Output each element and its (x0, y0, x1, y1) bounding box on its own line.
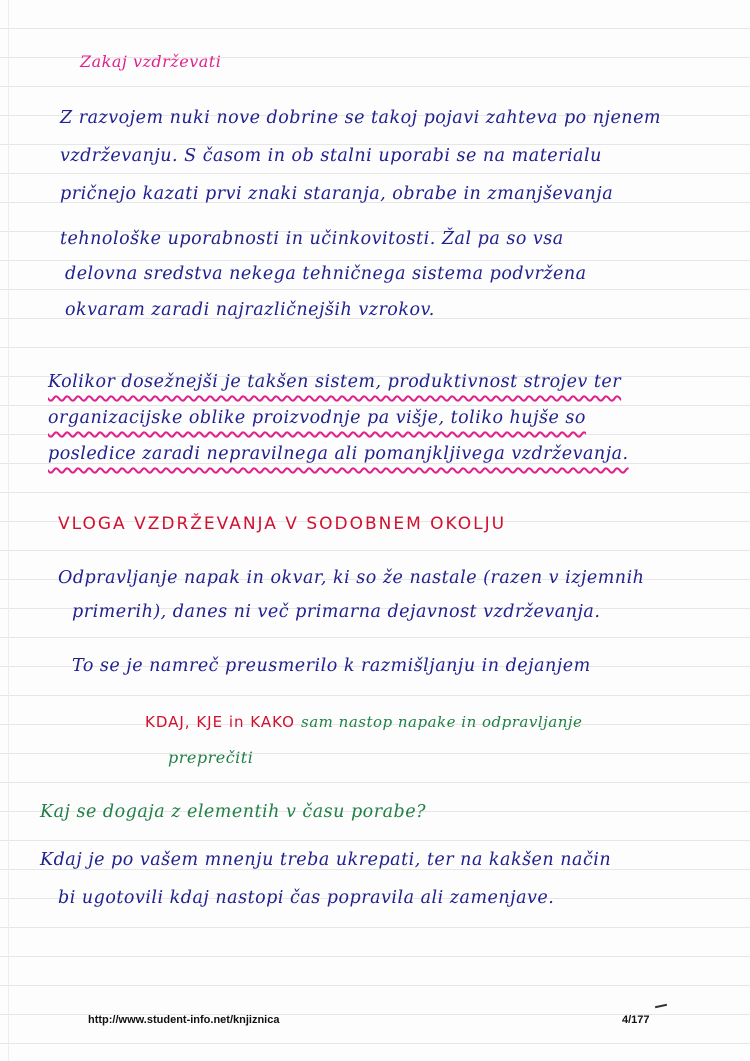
page-number: 4/177 (622, 1014, 650, 1026)
p2-line-1: Kolikor dosežnejši je takšen sistem, produktivnost strojev ter (48, 372, 622, 392)
p1-line-5: delovna sredstva nekega tehničnega sistema podvržena (65, 264, 587, 284)
p6-line: Kaj se dogaja z elementih v času porabe? (40, 802, 426, 822)
p2-line-3: posledice zaradi nepravilnega ali pomanjkljivega vzdrževanja. (48, 444, 629, 464)
p1-line-4: tehnološke uporabnosti in učinkovitosti. Žal pa so vsa (60, 229, 564, 249)
section-heading: VLOGA VZDRŽEVANJA V SODOBNEM OKOLJU (58, 514, 507, 534)
p5-red-part: KDAJ, KJE in KAKO (145, 713, 295, 731)
p7-line-1: Kdaj je po vašem mnenju treba ukrepati, ter na kakšen način (40, 850, 612, 870)
p1-line-6: okvaram zaradi najrazličnejših vzrokov. (65, 300, 435, 320)
p1-line-1: Z razvojem nuki nove dobrine se takoj pojavi zahteva po njenem (60, 108, 662, 128)
p2-line-2: organizacijske oblike proizvodnje pa višje, toliko hujše so (48, 408, 586, 428)
corner-mark (655, 1004, 667, 1008)
margin-line (8, 0, 9, 1061)
p3-line-2: primerih), danes ni več primarna dejavnost vzdrževanja. (72, 602, 601, 622)
p5-green-part: sam nastop napake in odpravljanje (301, 713, 583, 731)
p5-line-1 (145, 712, 582, 732)
p4-line: To se je namreč preusmerilo k razmišljanju in dejanjem (72, 656, 591, 676)
page-title: Zakaj vzdrževati (80, 52, 222, 71)
p1-line-3: pričnejo kazati prvi znaki staranja, obrabe in zmanjševanja (60, 184, 614, 204)
p1-line-2: vzdrževanju. S časom in ob stalni uporabi se na materialu (60, 146, 602, 166)
footer-url[interactable]: http://www.student-info.net/knjiznica (88, 1014, 280, 1026)
p3-line-1: Odpravljanje napak in okvar, ki so že nastale (razen v izjemnih (58, 568, 645, 588)
p5-line-2: preprečiti (168, 748, 254, 767)
p7-line-2: bi ugotovili kdaj nastopi čas popravila ali zamenjave. (58, 888, 555, 908)
